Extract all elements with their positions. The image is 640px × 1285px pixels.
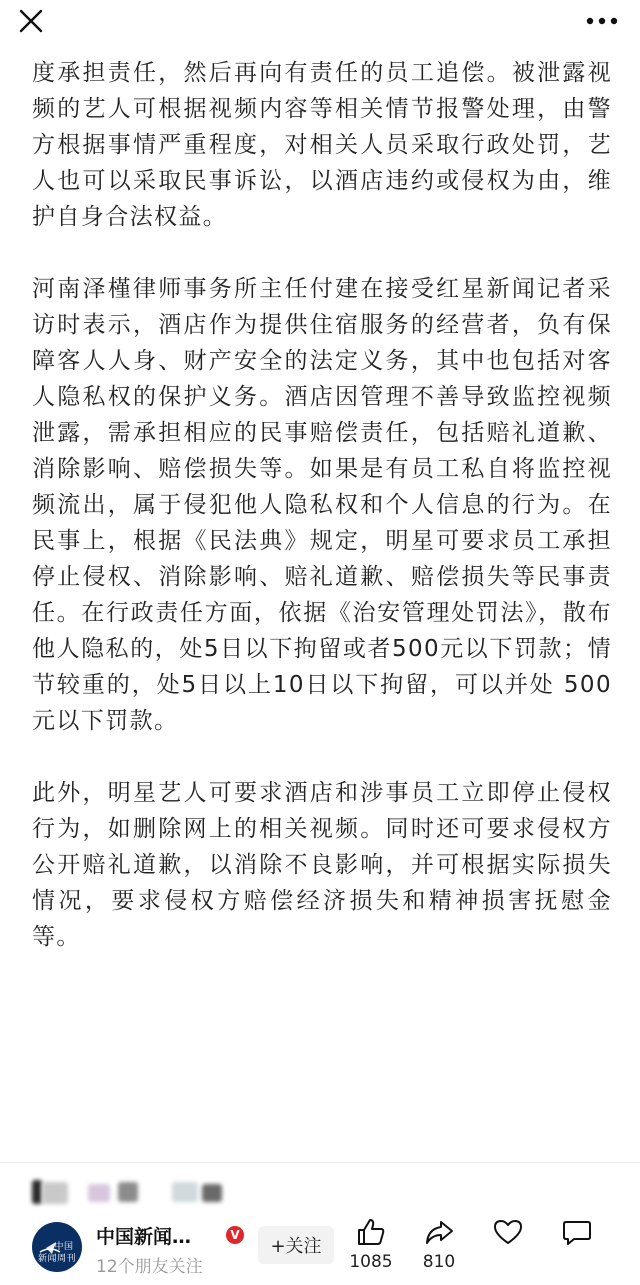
friends-following-text: 12个朋友关注 — [96, 1257, 203, 1277]
thumbs-up-icon — [355, 1216, 387, 1248]
like-count: 1085 — [349, 1252, 393, 1272]
close-button[interactable] — [14, 4, 48, 38]
more-icon — [585, 16, 619, 26]
author-name[interactable]: 中国新闻… — [96, 1226, 192, 1248]
comment-button[interactable] — [547, 1216, 607, 1272]
share-arrow-icon — [423, 1216, 455, 1248]
follow-button[interactable]: +关注 — [258, 1226, 334, 1264]
comment-bubble-icon — [561, 1216, 593, 1248]
favorite-button[interactable] — [478, 1216, 538, 1272]
verified-badge: V — [226, 1226, 244, 1244]
more-button[interactable] — [582, 4, 622, 38]
comment-count — [547, 1252, 607, 1272]
blurred-avatar — [172, 1182, 198, 1202]
divider — [0, 1162, 640, 1163]
heart-icon — [492, 1216, 524, 1248]
author-avatar[interactable] — [32, 1222, 82, 1272]
share-button[interactable] — [409, 1216, 469, 1272]
close-icon — [17, 7, 45, 35]
article-paragraph: 河南泽槿律师事务所主任付建在接受红星新闻记者采访时表示，酒店作为提供住宿服务的经营者，负有保障客人人身、财产安全的法定义务，其中也包括对客人隐私权的保护义务。酒店因管理不善导致监控视频泄露，需承担相应的民事赔偿责任，包括赔礼道歉、消除影响、赔偿损失等。如果是有员工私自将监控视频流出，属于侵犯他人隐私权和个人信息的行为。在民事上，根据《民法典》规定，明星可要求员工承担停止侵权、消除影响、赔礼道歉、赔偿损失等民事责任。在行政责任方面，依据《治安管理处罚法》，散布他人隐私的，处5日以下拘留或者500元以下罚款；情节较重的，处5日以上10日以下拘留，可以并处 500元以下罚款。 — [32, 276, 612, 734]
share-count: 810 — [422, 1252, 456, 1272]
blurred-avatar — [88, 1184, 110, 1202]
reader-avatars[interactable] — [32, 1172, 232, 1210]
article-paragraph: 度承担责任，然后再向有责任的员工追偿。被泄露视频的艺人可根据视频内容等相关情节报警处理，由警方根据事情严重程度，对相关人员采取行政处罚，艺人也可以采取民事诉讼，以酒店违约或侵权为由，维护自身合法权益。 — [32, 60, 612, 230]
bottom-bar — [0, 1210, 640, 1285]
blurred-avatar — [118, 1182, 138, 1202]
top-bar — [0, 0, 640, 44]
avatar-logo-line2: 新闻周刊 — [37, 1254, 76, 1264]
blurred-avatar — [42, 1182, 68, 1204]
blurred-avatar — [202, 1184, 222, 1202]
article-paragraph: 此外，明星艺人可要求酒店和涉事员工立即停止侵权行为，如删除网上的相关视频。同时还可要求侵权方公开赔礼道歉，以消除不良影响，并可根据实际损失情况，要求侵权方赔偿经济损失和精神损害抚慰金等。 — [32, 780, 612, 950]
avatar-logo-line1: 中国 — [54, 1242, 74, 1252]
favorite-count — [478, 1252, 538, 1272]
article-body — [32, 55, 612, 955]
like-button[interactable] — [341, 1216, 401, 1272]
blurred-avatar — [32, 1180, 42, 1204]
